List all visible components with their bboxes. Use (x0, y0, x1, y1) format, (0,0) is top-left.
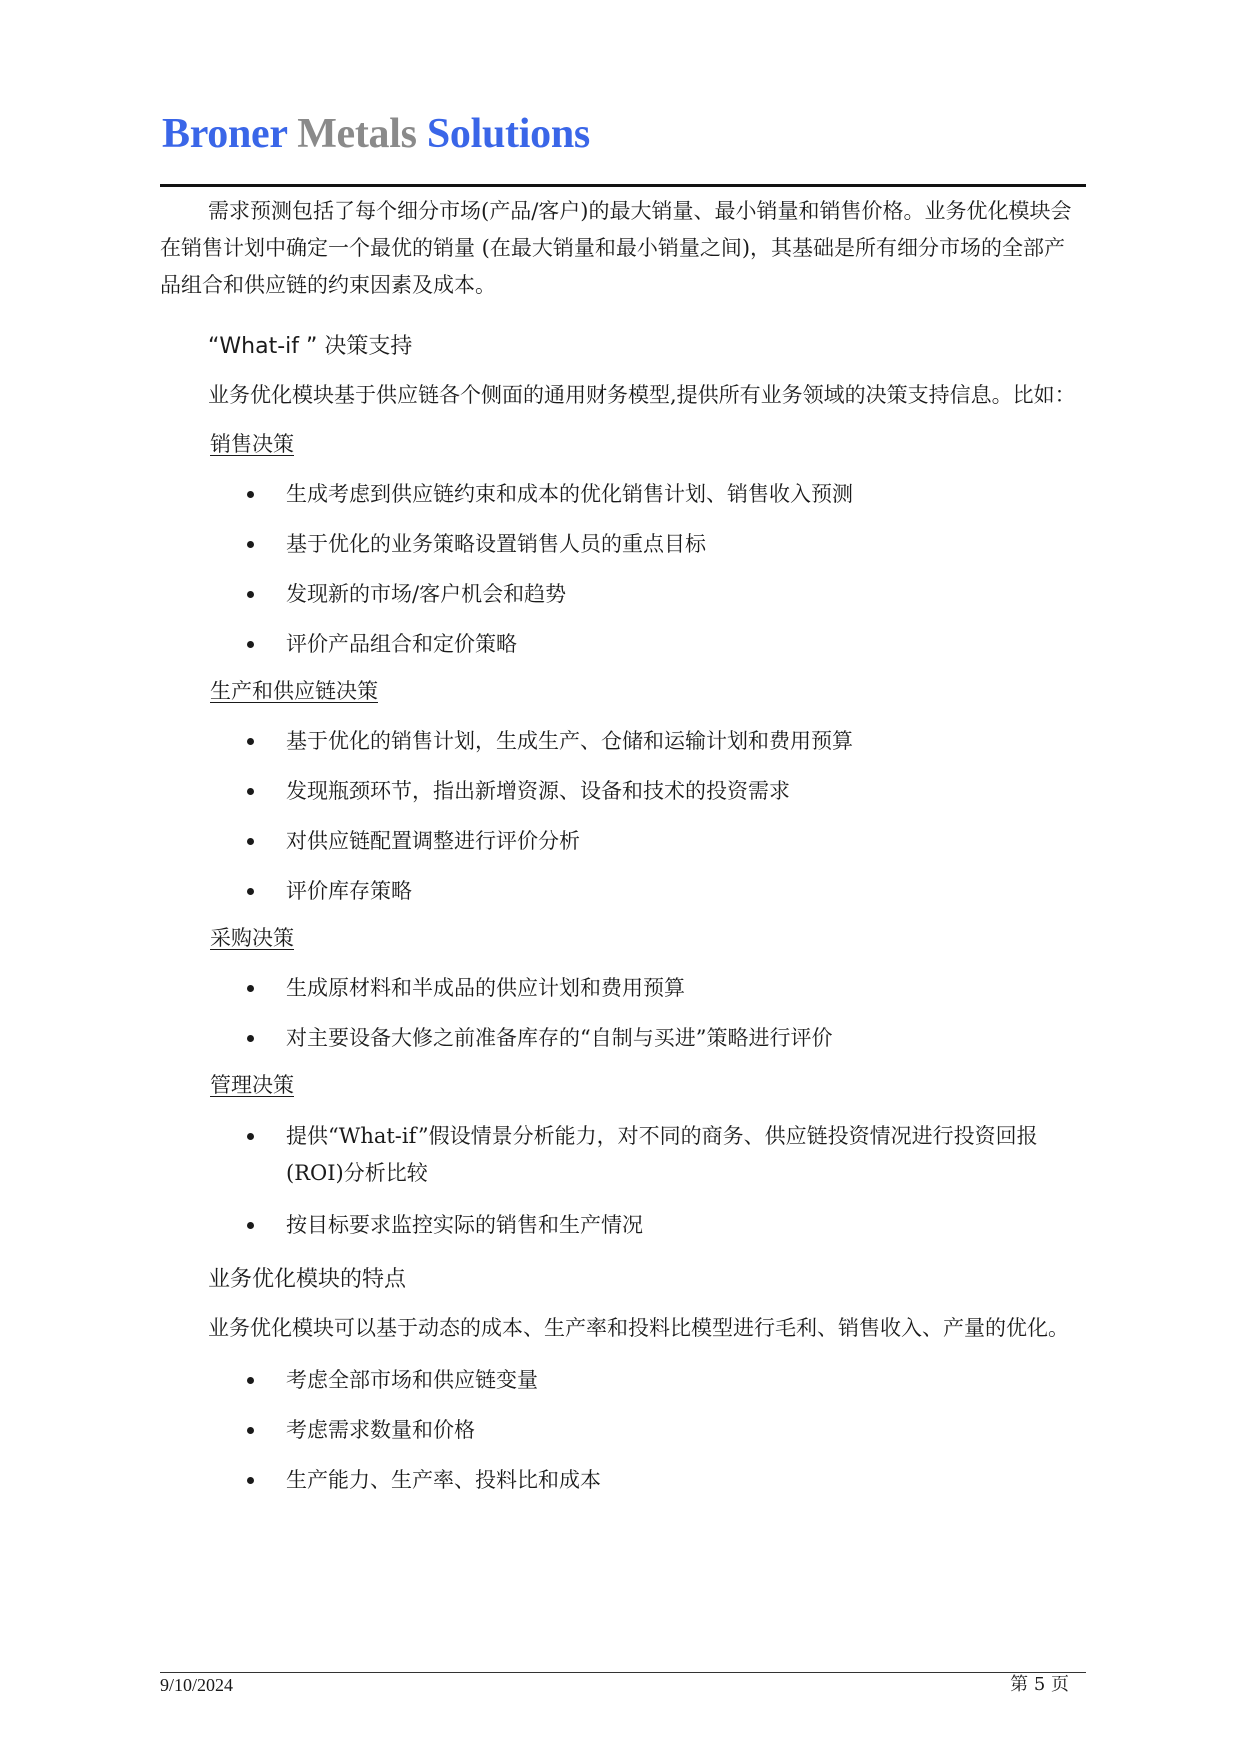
bullet-icon (247, 591, 254, 598)
list-item: 发现新的市场/客户机会和趋势 (286, 577, 1086, 611)
whatif-description: 业务优化模块基于供应链各个侧面的通用财务模型,提供所有业务领域的决策支持信息。比如： (208, 383, 1076, 407)
intro-paragraph: 需求预测包括了每个细分市场(产品/客户)的最大销量、最小销量和销售价格。业务优化模块会在销售计划中确定一个最优的销量 (在最大销量和最小销量之间)，其基础是所有细分市场的全部产品组合和供应链的约束因素及成本。 (160, 199, 1072, 297)
footer-page-number: 第 5 页 (1010, 1674, 1069, 1695)
bullet-icon (247, 541, 254, 548)
list-item: 考虑全部市场和供应链变量 (286, 1363, 1086, 1397)
footer-divider (160, 1672, 1086, 1673)
features-description: 业务优化模块可以基于动态的成本、生产率和投料比模型进行毛利、销售收入、产量的优化。 (208, 1316, 1069, 1340)
list-item: 基于优化的销售计划，生成生产、仓储和运输计划和费用预算 (286, 724, 1086, 758)
bullet-icon (247, 491, 254, 498)
list-item: 对主要设备大修之前准备库存的“自制与买进”策略进行评价 (286, 1021, 1086, 1055)
title-word-solutions: Solutions (426, 111, 590, 157)
bullet-icon (247, 1427, 254, 1434)
procurement-decision-heading: 采购决策 (210, 926, 294, 950)
list-item: 考虑需求数量和价格 (286, 1413, 1086, 1447)
management-decision-list (160, 1118, 1086, 1242)
sales-decision-list (160, 477, 1086, 661)
document-body (160, 193, 1086, 1497)
list-item: 按目标要求监控实际的销售和生产情况 (286, 1208, 1086, 1242)
list-item: 生成考虑到供应链约束和成本的优化销售计划、销售收入预测 (286, 477, 1086, 511)
management-decision-heading: 管理决策 (210, 1073, 294, 1097)
bullet-icon (247, 985, 254, 992)
bullet-icon (247, 838, 254, 845)
whatif-heading: “What-if ” 决策支持 (208, 334, 413, 359)
list-item: 对供应链配置调整进行评价分析 (286, 824, 1086, 858)
bullet-icon (247, 1222, 254, 1229)
footer-date: 9/10/2024 (160, 1675, 234, 1695)
bullet-icon (247, 1133, 254, 1140)
title-word-metals: Metals (297, 111, 427, 157)
title-word-broner: Broner (162, 111, 298, 157)
production-decision-list (160, 724, 1086, 908)
header-divider (160, 184, 1086, 187)
bullet-icon (247, 788, 254, 795)
list-item: 发现瓶颈环节，指出新增资源、设备和技术的投资需求 (286, 774, 1086, 808)
bullet-icon (247, 1377, 254, 1384)
bullet-icon (247, 888, 254, 895)
list-item: 生产能力、生产率、投料比和成本 (286, 1463, 1086, 1497)
list-item: 生成原材料和半成品的供应计划和费用预算 (286, 971, 1086, 1005)
list-item: 基于优化的业务策略设置销售人员的重点目标 (286, 527, 1086, 561)
bullet-icon (247, 1477, 254, 1484)
features-list (160, 1363, 1086, 1497)
list-item: 评价产品组合和定价策略 (286, 627, 1086, 661)
bullet-icon (247, 1035, 254, 1042)
bullet-icon (247, 738, 254, 745)
document-title (162, 106, 590, 162)
list-item: 提供“What-if”假设情景分析能力，对不同的商务、供应链投资情况进行投资回报(ROI)分析比较 (286, 1118, 1086, 1192)
features-heading: 业务优化模块的特点 (208, 1267, 407, 1292)
sales-decision-heading: 销售决策 (210, 432, 294, 456)
production-decision-heading: 生产和供应链决策 (210, 679, 378, 703)
bullet-icon (247, 641, 254, 648)
procurement-decision-list (160, 971, 1086, 1055)
list-item: 评价库存策略 (286, 874, 1086, 908)
